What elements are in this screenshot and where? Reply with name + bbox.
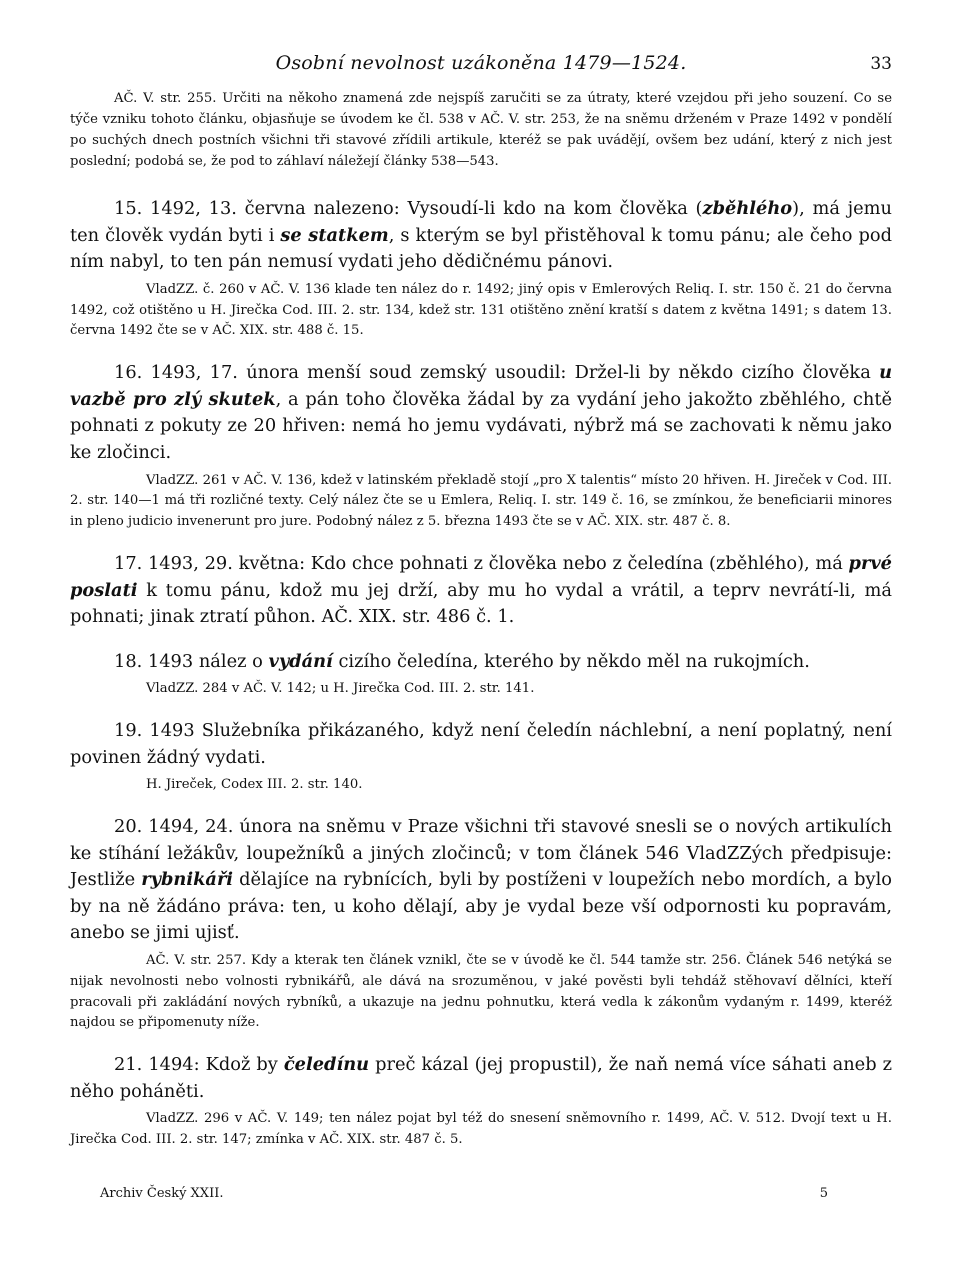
entry-19: 19. 1493 Služebníka přikázaného, když není čeledín náchlební, a není poplatný, není povinen žádný vydati. [70, 720, 892, 768]
entry-18: 18. 1493 nález o vydání cizího čeledína, kterého by někdo měl na rukojmích. [114, 650, 810, 672]
page-header [70, 52, 892, 88]
entry-16-source: VladZZ. 261 v AČ. V. 136, kdež v latinském překladě stojí „pro X talentis“ místo 20 hřiven. H. Jireček v Cod. III. 2. str. 140—1 má tři rozličné texty. Celý nález čte se u Emlera, Reliq. I. str. 149 č. 16, se zmínkou, že beneficiarii minores in pleno judicio invenerunt pro jure. Podobný nález z 5. března 1493 čte se v AČ. XIX. str. 487 č. 8. [70, 472, 892, 530]
page-number: 33 [870, 54, 892, 74]
entry-19-source: H. Jireček, Codex III. 2. str. 140. [146, 777, 363, 793]
running-title: Osobní nevolnost uzákoněna 1479—1524. [275, 52, 687, 74]
entry-18-source: VladZZ. 284 v AČ. V. 142; u H. Jirečka Cod. III. 2. str. 141. [146, 681, 535, 697]
top-footnote: AČ. V. str. 255. Určiti na někoho znamená zde nejspíš zaručiti se za útraty, které vzejdou při jeho souzení. Co se týče vzniku tohoto článku, objasňuje se úvodem ke čl. 538 v AČ. V. str. 253, že na sněmu drženém v Praze 1492 v pondělí po suchých dnech postních všichni tři stavové zřídili artikule, kteréž se pak uvádějí, ovšem bez udání, který z nich jest poslední; podobá se, že pod to záhlaví náležejí články 538—543. [70, 91, 892, 169]
document-page [70, 52, 892, 1151]
entry-15-source: VladZZ. č. 260 v AČ. V. 136 klade ten nález do r. 1492; jiný opis v Emlerových Reliq. I. str. 150 č. 21 do června 1492, což otištěno u H. Jirečka Cod. III. 2. str. 134, kdež str. 131 otištěno znění kratší s datem z května 1491; s datem 13. června 1492 čte se v AČ. XIX. str. 488 č. 15. [70, 281, 892, 339]
entry-16: 16. 1493, 17. února menší soud zemský usoudil: Držel-li by někdo cizího člověka u vazbě pro zlý skutek, a pán toho člověka žádal by za vydání jeho jakožto zběhlého, chtě pohnati z pokuty ze 20 hřiven: nemá ho jemu vydávati, nýbrž má se zachovati k němu jako ke zločinci. [70, 362, 892, 463]
entry-20-source: AČ. V. str. 257. Kdy a kterak ten článek vznikl, čte se v úvodě ke čl. 544 tamže str. 256. Článek 546 netýká se nijak nevolnosti nebo volnosti rybnikářů, ale dává na srozuměnou, v jaké pověsti byli tehdáž stěhovaví dělníci, kteří pracovali při zakládání nových rybníků, a ukazuje na jednu pohnutku, která vedla k zákonům vydaným r. 1499, kteréž najdou se připomenuty níže. [70, 953, 892, 1031]
entry-21-source: VladZZ. 296 v AČ. V. 149; ten nález pojat byl též do snesení sněmovního r. 1499, AČ. V. 512. Dvojí text u H. Jirečka Cod. III. 2. str. 147; zmínka v AČ. XIX. str. 487 č. 5. [70, 1111, 892, 1148]
entry-17: 17. 1493, 29. května: Kdo chce pohnati z člověka nebo z čeledína (zběhlého), má prvé poslati k tomu pánu, kdož mu jej drží, aby mu ho vydal a vrátil, a teprv nevrátí-li, má pohnati; jinak ztratí půhon. AČ. XIX. str. 486 č. 1. [70, 552, 892, 628]
page-footer [100, 1186, 828, 1201]
entry-20: 20. 1494, 24. února na sněmu v Praze všichni tři stavové snesli se o nových artikulích ke stíhání ležákův, loupežníků a jiných zločinců; v tom článek 546 VladZZých předpisuje: Jestliže rybnikáři dělajíce na rybnících, byli by postíženi v loupežích nebo mordích, a bylo by na ně žádáno práva: ten, u koho dělají, aby je vydal beze vší odpornosti ku popravám, anebo se jimi ujisť. [70, 816, 892, 944]
footer-signature: 5 [819, 1186, 828, 1201]
footer-volume: Archiv Český XXII. [100, 1186, 224, 1201]
entry-21: 21. 1494: Kdož by čeledínu preč kázal (jej propustil), že naň nemá více sáhati aneb z něho poháněti. [70, 1054, 892, 1102]
entry-15: 15. 1492, 13. června nalezeno: Vysoudí-li kdo na kom člověka (zběhlého), má jemu ten člověk vydán byti i se statkem, s kterým se byl přistěhoval k tomu pánu; ale čeho pod ním nabyl, to ten pán nemusí vydati jeho dědičnému pánovi. [70, 198, 892, 273]
